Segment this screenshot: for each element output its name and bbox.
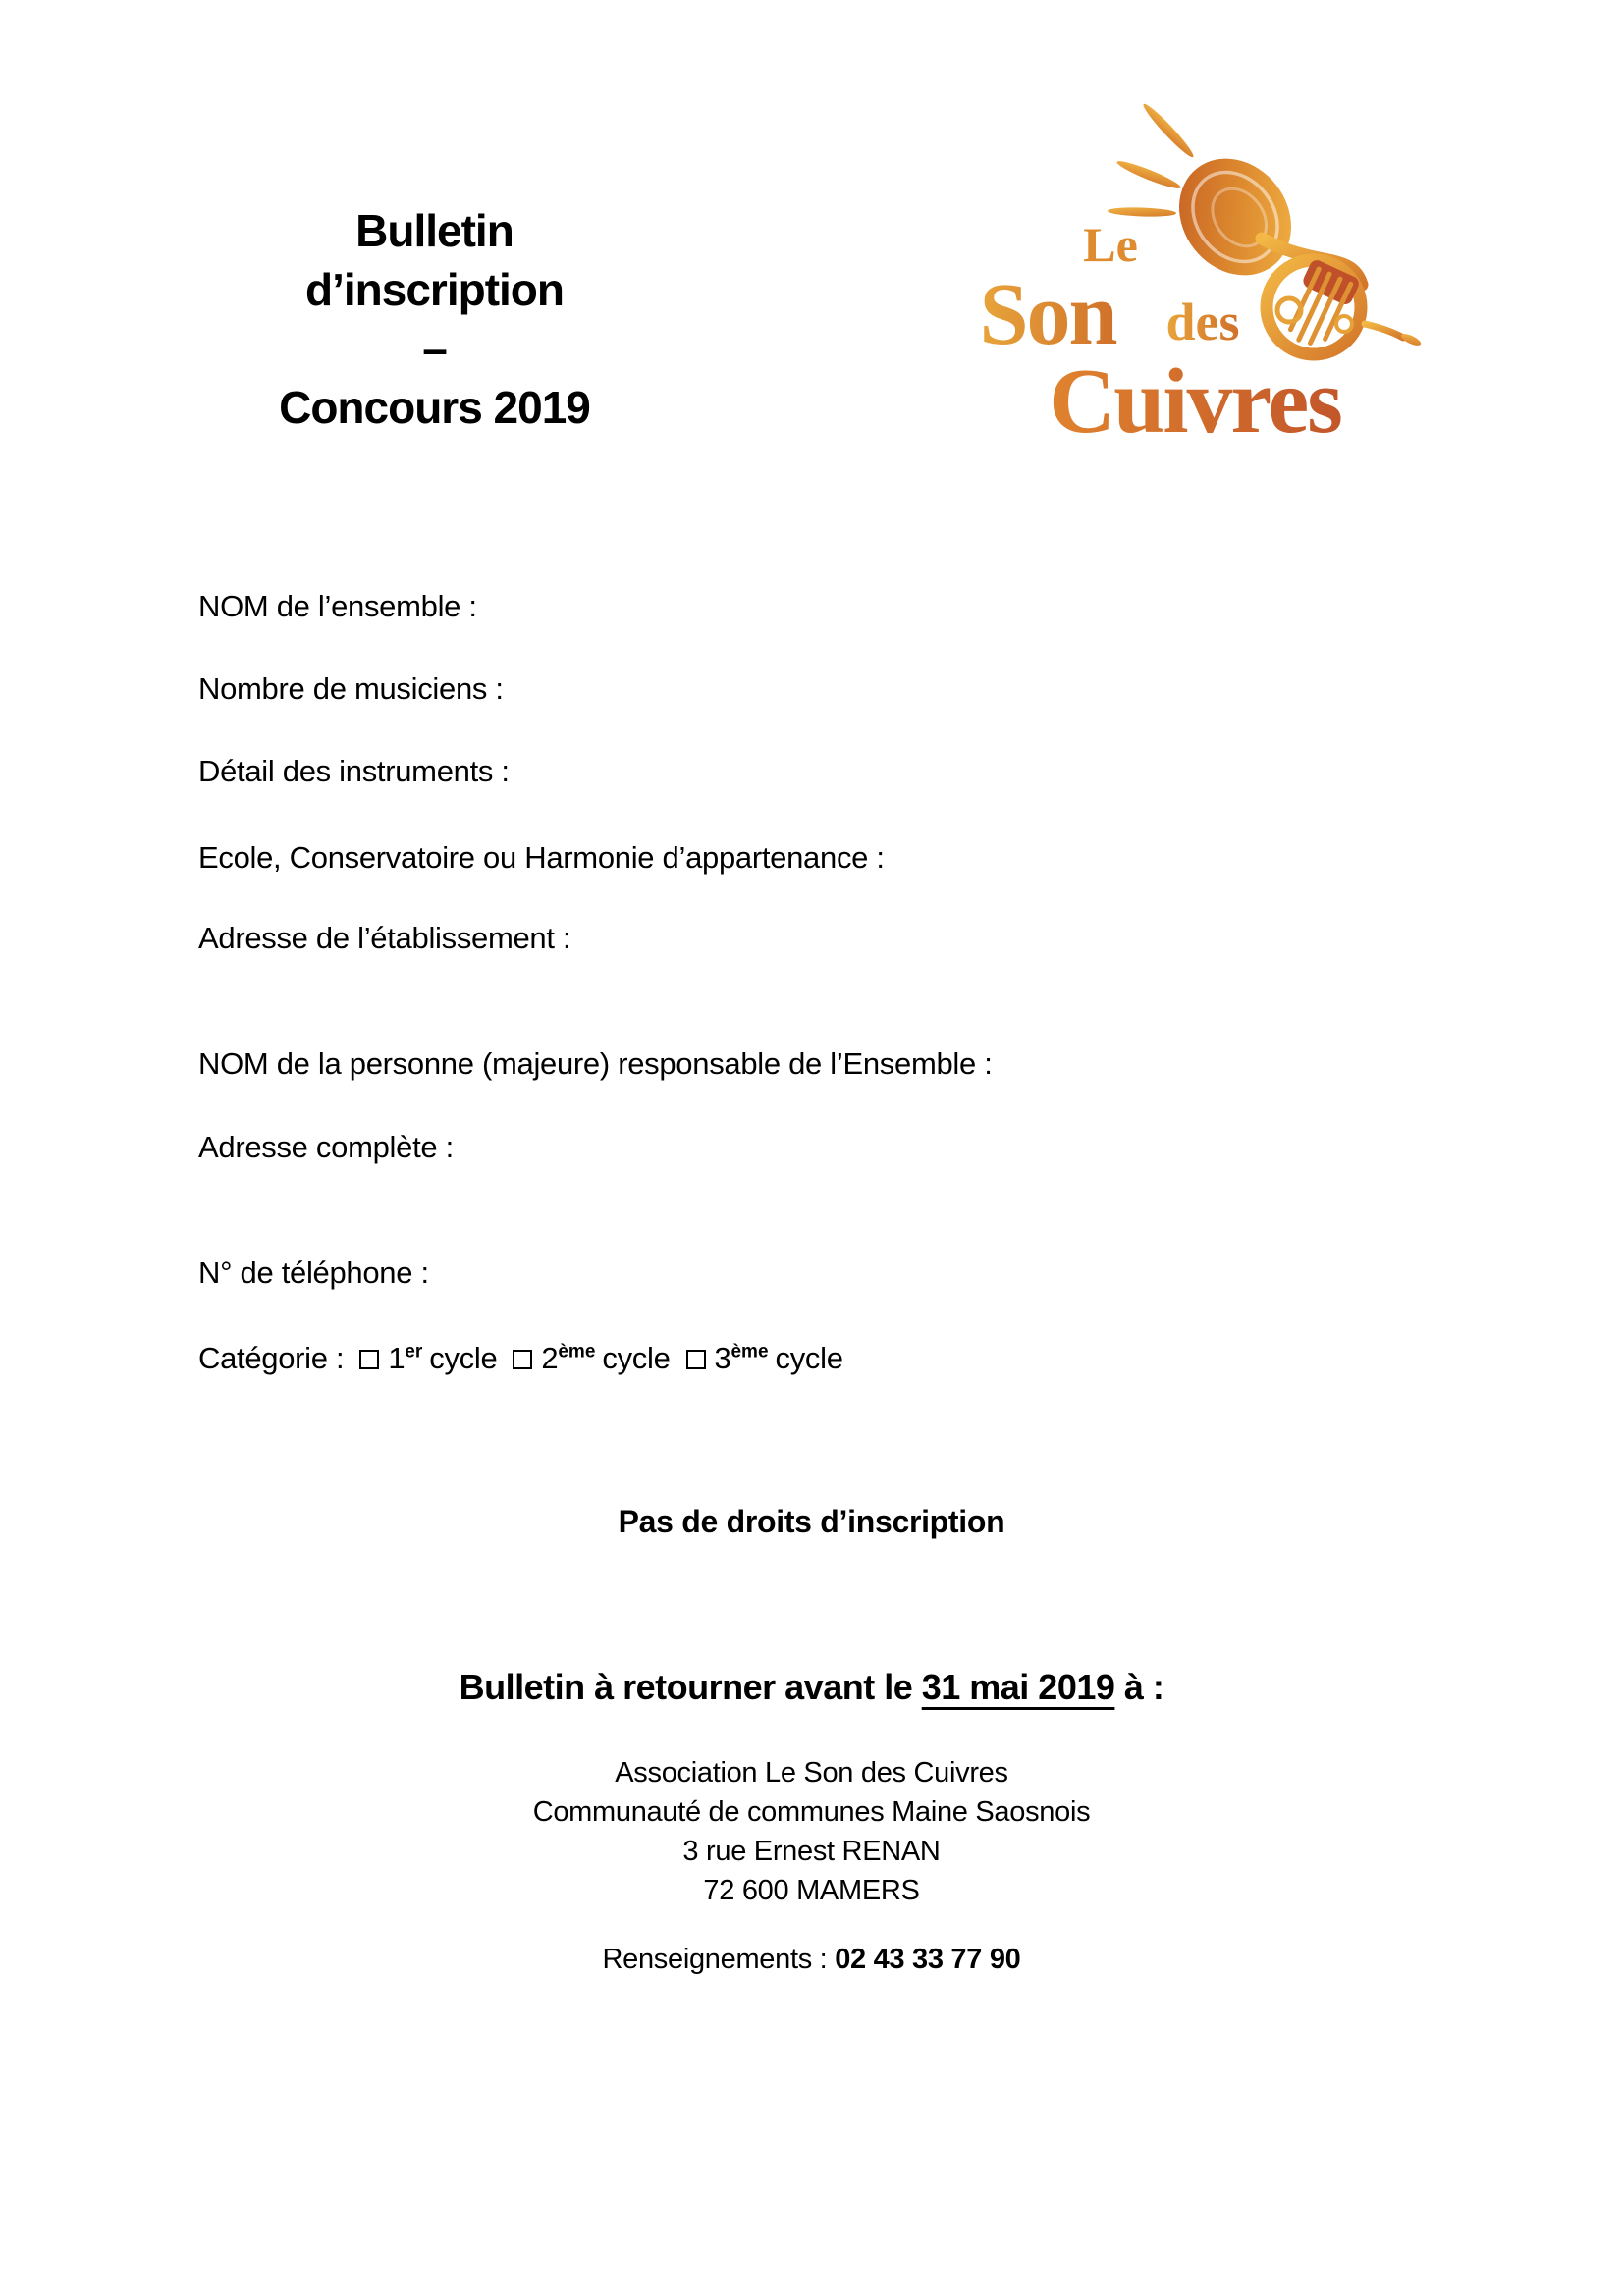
contact-label: Renseignements : xyxy=(602,1944,836,1975)
field-label-instruments-detail: Détail des instruments : xyxy=(198,754,510,788)
checkbox-cycle-2[interactable] xyxy=(513,1350,532,1369)
field-label-ensemble-name: NOM de l’ensemble : xyxy=(198,589,477,623)
category-row xyxy=(198,1341,843,1376)
field-label-school-address: Adresse de l’établissement : xyxy=(198,921,571,955)
option-cycle-1: 1er cycle xyxy=(388,1341,498,1375)
address-line: Association Le Son des Cuivres xyxy=(615,1757,1008,1789)
title-separator-dash: – xyxy=(422,323,447,374)
brass-horn-icon xyxy=(928,77,1429,454)
title-line-3: Concours 2019 xyxy=(279,382,590,433)
option-cycle-2: 2ème cycle xyxy=(541,1341,671,1375)
logo-word-des: des xyxy=(1165,293,1240,351)
contact-info xyxy=(0,1944,1623,1976)
option-cycle-3: 3ème cycle xyxy=(714,1341,843,1375)
return-instruction-suffix: à : xyxy=(1114,1667,1164,1707)
field-label-school: Ecole, Conservatoire ou Harmonie d’appartenance : xyxy=(198,840,885,875)
logo-word-cuivres: Cuivres xyxy=(1049,350,1341,453)
address-line: 3 rue Ernest RENAN xyxy=(682,1836,941,1867)
title-line-2: d’inscription xyxy=(305,264,564,315)
logo-word-son: Son xyxy=(979,266,1116,363)
document-title xyxy=(147,201,722,437)
field-label-responsible-person: NOM de la personne (majeure) responsable de l’Ensemble : xyxy=(198,1046,993,1081)
field-label-musician-count: Nombre de musiciens : xyxy=(198,671,504,706)
address-line: Communauté de communes Maine Saosnois xyxy=(532,1796,1091,1828)
return-instruction-prefix: Bulletin à retourner avant le xyxy=(459,1667,922,1707)
deadline-date: 31 mai 2019 xyxy=(921,1667,1115,1707)
address-line: 72 600 MAMERS xyxy=(703,1875,920,1906)
field-label-full-address: Adresse complète : xyxy=(198,1130,454,1164)
logo-word-le: Le xyxy=(1083,217,1138,272)
category-label: Catégorie : xyxy=(198,1341,345,1375)
checkbox-cycle-3[interactable] xyxy=(686,1350,706,1369)
phone-number: 02 43 33 77 90 xyxy=(835,1944,1021,1975)
title-line-1: Bulletin xyxy=(355,205,514,256)
field-label-phone: N° de téléphone : xyxy=(198,1255,429,1290)
checkbox-cycle-1[interactable] xyxy=(359,1350,379,1369)
return-instruction xyxy=(0,1667,1623,1708)
le-son-des-cuivres-logo xyxy=(928,77,1429,454)
mailing-address xyxy=(0,1753,1623,1910)
no-fee-notice: Pas de droits d’inscription xyxy=(618,1504,1005,1539)
